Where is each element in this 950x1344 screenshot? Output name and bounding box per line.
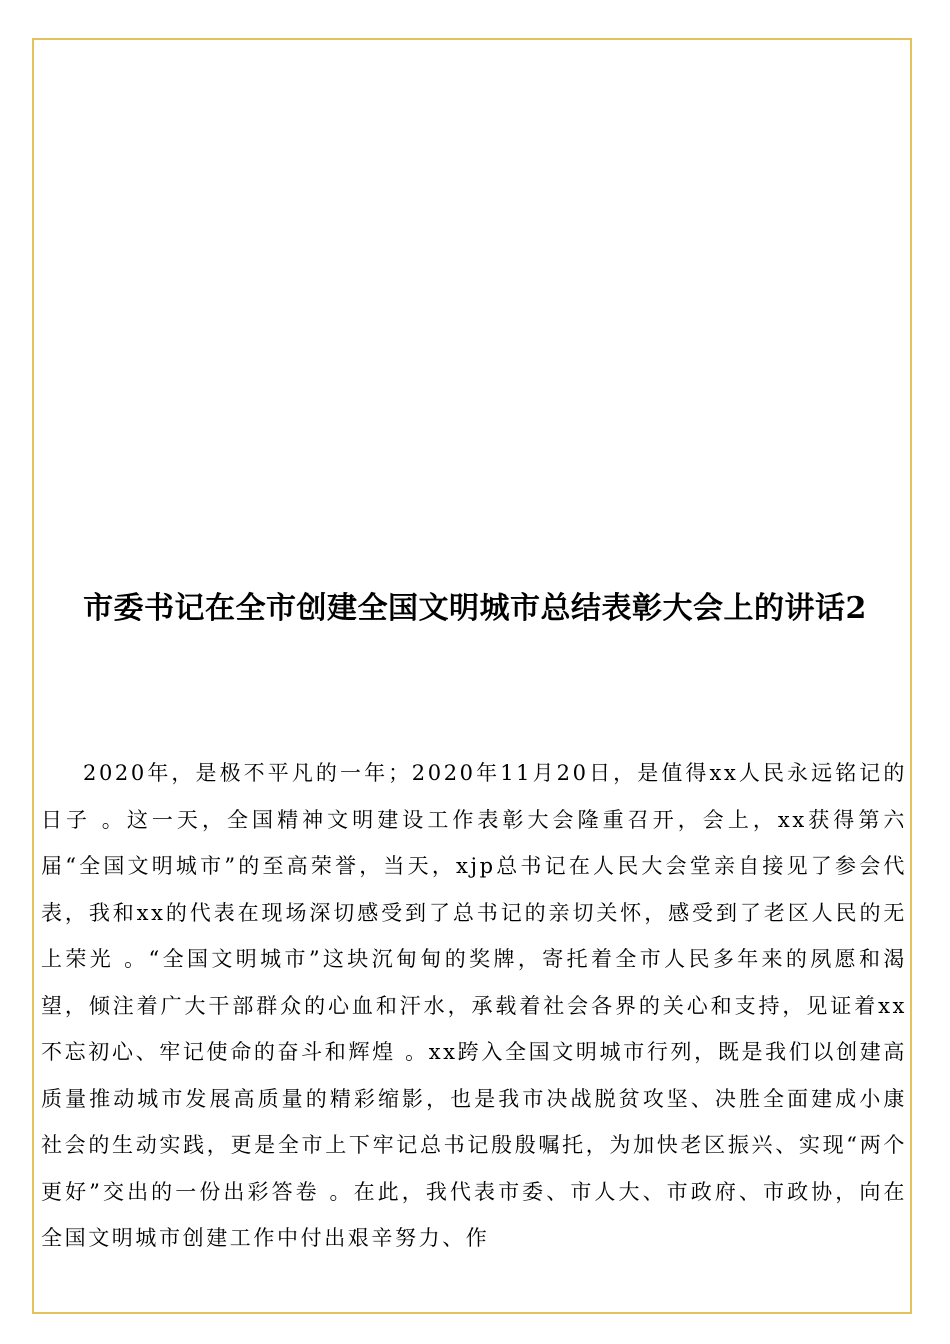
body-paragraph: 2020年，是极不平凡的一年；2020年11月20日，是值得xx人民永远铭记的日子 。这一天，全国精神文明建设工作表彰大会隆重召开，会上，xx获得第六届“全国文明城市”的至高荣誉，当天，xjp总书记在人民大会堂亲自接见了参会代表，我和xx的代表在现场深切感受到了总书记的亲切关怀，感受到了老区人民的无上荣光 。“全国文明城市”这块沉甸甸的奖牌，寄托着全市人民多年来的夙愿和渴望，倾注着广大干部群众的心血和汗水，承载着社会各界的关心和支持，见证着xx不忘初心、牢记使命的奋斗和辉煌 。xx跨入全国文明城市行列，既是我们以创建高质量推动城市发展高质量的精彩缩影，也是我市决战脱贫攻坚、决胜全面建成小康社会的生动实践，更是全市上下牢记总书记殷殷嘱托，为加快老区振兴、实现“两个更好”交出的一份出彩答卷 。在此，我代表市委、市人大、市政府、市政协，向在全国文明城市创建工作中付出艰辛努力、作 <box>41 761 907 1250</box>
document-title: 市委书记在全市创建全国文明城市总结表彰大会上的讲话2 <box>83 591 867 626</box>
